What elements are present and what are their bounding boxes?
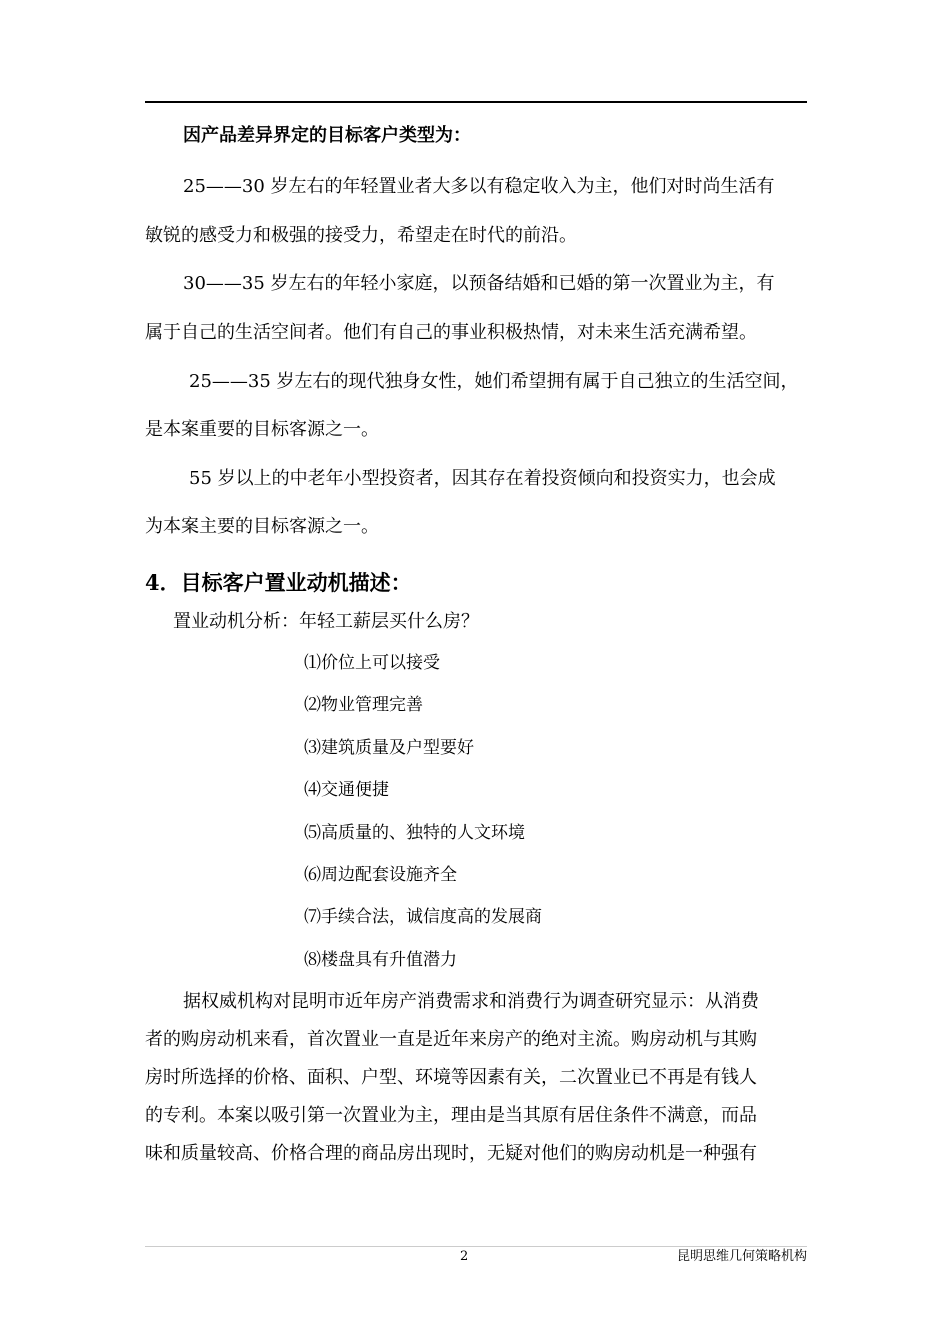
- body-line: 据权威机构对昆明市近年房产消费需求和消费行为调查研究显示：从消费: [183, 991, 759, 1012]
- list-item: ⑺手续合法，诚信度高的发展商: [304, 907, 542, 927]
- list-item: ⑸高质量的、独特的人文环境: [304, 823, 525, 843]
- header-rule: [145, 101, 807, 103]
- body-line: 味和质量较高、价格合理的商品房出现时，无疑对他们的购房动机是一种强有: [145, 1143, 757, 1164]
- footer-rule: [145, 1246, 807, 1247]
- paragraph-line: 是本案重要的目标客源之一。: [145, 419, 379, 440]
- paragraph-line: 为本案主要的目标客源之一。: [145, 516, 379, 537]
- body-line: 者的购房动机来看，首次置业一直是近年来房产的绝对主流。购房动机与其购: [145, 1029, 757, 1050]
- body-line: 房时所选择的价格、面积、户型、环境等因素有关，二次置业已不再是有钱人: [145, 1067, 757, 1088]
- list-item: ⑻楼盘具有升值潜力: [304, 950, 457, 970]
- paragraph-line: 55 岁以上的中老年小型投资者，因其存在着投资倾向和投资实力，也会成: [189, 468, 776, 489]
- subheading: 置业动机分析：年轻工薪层买什么房？: [173, 611, 479, 632]
- list-item: ⑵物业管理完善: [304, 695, 423, 715]
- paragraph-line: 25——35 岁左右的现代独身女性，她们希望拥有属于自己独立的生活空间，: [189, 371, 799, 392]
- footer-organization: 昆明思维几何策略机构: [676, 1249, 807, 1264]
- list-item: ⑷交通便捷: [304, 780, 389, 800]
- list-item: ⑹周边配套设施齐全: [304, 865, 457, 885]
- section-title: 因产品差异界定的目标客户类型为：: [183, 125, 471, 146]
- section-heading: 4．目标客户置业动机描述：: [145, 570, 412, 595]
- body-line: 的专利。本案以吸引第一次置业为主，理由是当其原有居住条件不满意，而品: [145, 1105, 757, 1126]
- page-number: 2: [460, 1249, 469, 1264]
- paragraph-line: 属于自己的生活空间者。他们有自己的事业积极热情，对未来生活充满希望。: [145, 322, 757, 343]
- list-item: ⑴价位上可以接受: [304, 653, 440, 673]
- list-item: ⑶建筑质量及户型要好: [304, 738, 474, 758]
- paragraph-line: 25——30 岁左右的年轻置业者大多以有稳定收入为主，他们对时尚生活有: [183, 176, 775, 197]
- paragraph-line: 30——35 岁左右的年轻小家庭，以预备结婚和已婚的第一次置业为主，有: [183, 273, 775, 294]
- paragraph-line: 敏锐的感受力和极强的接受力，希望走在时代的前沿。: [145, 225, 577, 246]
